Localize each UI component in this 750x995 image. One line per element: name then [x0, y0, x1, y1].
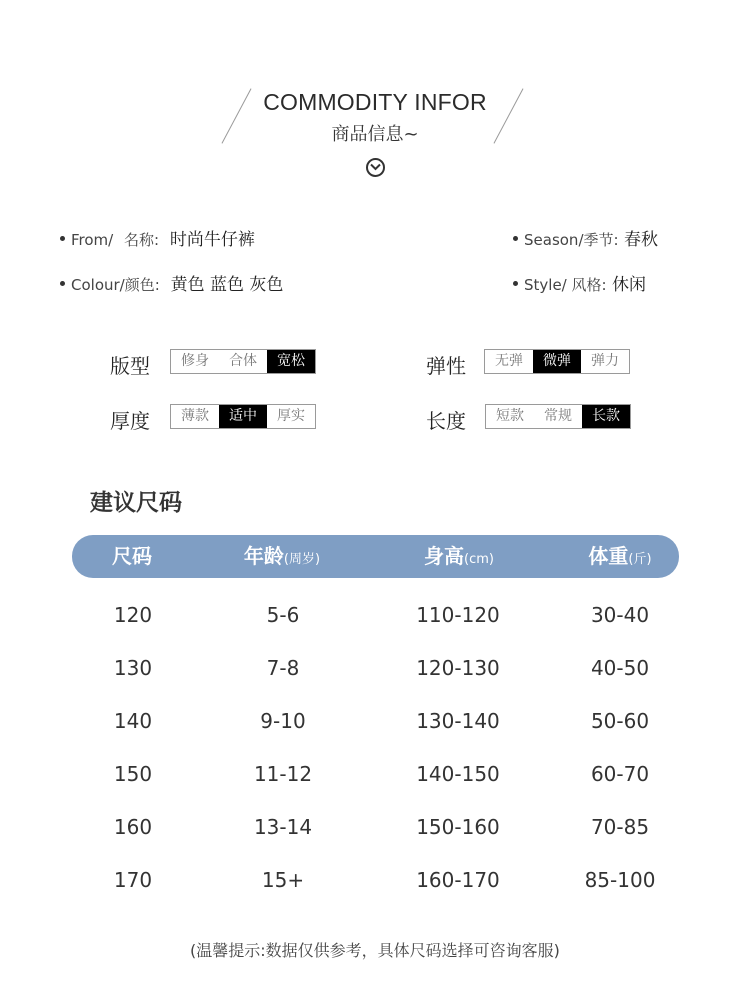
table-cell: 170	[113, 868, 153, 892]
table-cell: 150-160	[416, 815, 500, 839]
attr-option: 厚实	[277, 408, 305, 424]
table-cell: 85-100	[584, 868, 656, 892]
attr-option: 薄款	[181, 408, 209, 424]
table-cell: 130-140	[416, 709, 500, 733]
table-cell: 150	[113, 762, 153, 786]
chevron-down-circle-icon	[366, 158, 385, 177]
bullet-icon	[60, 281, 65, 286]
table-row	[0, 603, 750, 633]
size-table-header	[72, 535, 679, 578]
table-cell: 11-12	[253, 762, 313, 786]
attr-options-length	[485, 404, 631, 429]
table-cell: 160-170	[416, 868, 500, 892]
table-cell: 7-8	[266, 656, 300, 680]
table-row	[0, 656, 750, 686]
table-cell: 15+	[261, 868, 305, 892]
attr-label-fit: 版型	[110, 354, 150, 378]
attr-option: 适中	[219, 405, 267, 428]
info-from-label: 名称:	[124, 231, 160, 249]
bullet-icon	[513, 281, 518, 286]
header-size-label: 尺码	[112, 544, 152, 568]
attr-options-thickness	[170, 404, 316, 429]
header-weight-label: 体重	[588, 544, 629, 568]
table-cell: 160	[113, 815, 153, 839]
section-title-size: 建议尺码	[90, 490, 182, 516]
attr-label-length: 长度	[426, 409, 466, 433]
attr-option: 长款	[582, 405, 630, 428]
table-cell: 140	[113, 709, 153, 733]
info-colour-key: Colour/颜色:	[71, 276, 160, 294]
header-weight-unit: (斤)	[628, 552, 652, 567]
table-row	[0, 868, 750, 898]
attr-label-thickness: 厚度	[110, 409, 150, 433]
info-colour	[60, 270, 283, 295]
info-style	[513, 270, 646, 295]
title-chinese: 商品信息~	[331, 124, 419, 145]
info-season	[513, 225, 658, 250]
table-cell: 60-70	[590, 762, 650, 786]
header-age	[207, 535, 357, 578]
header-age-label: 年龄	[243, 544, 284, 568]
info-style-key: Style/ 风格:	[524, 276, 607, 294]
attr-option: 无弹	[495, 353, 523, 369]
header-size	[82, 535, 182, 578]
info-season-key: Season/季节:	[524, 231, 619, 249]
info-from-key: From/	[71, 231, 114, 249]
bullet-icon	[513, 236, 518, 241]
attr-option: 合体	[229, 353, 257, 369]
title-english: COMMODITY INFOR	[263, 89, 487, 115]
table-cell: 140-150	[416, 762, 500, 786]
table-cell: 5-6	[266, 603, 300, 627]
info-colour-value: 黄色 蓝色 灰色	[170, 275, 284, 295]
bullet-icon	[60, 236, 65, 241]
table-cell: 50-60	[590, 709, 650, 733]
table-cell: 30-40	[590, 603, 650, 627]
header-age-unit: (周岁)	[283, 552, 321, 567]
info-from-value: 时尚牛仔裤	[169, 230, 255, 250]
attr-option: 弹力	[591, 353, 619, 369]
table-cell: 40-50	[590, 656, 650, 680]
footnote: (温馨提示:数据仅供参考，具体尺码选择可咨询客服)	[190, 941, 560, 960]
header-height-label: 身高	[424, 544, 465, 568]
attr-option: 短款	[496, 408, 524, 424]
table-row	[0, 709, 750, 739]
header-height	[384, 535, 534, 578]
header-weight	[545, 535, 695, 578]
attr-options-elasticity	[484, 349, 630, 374]
attr-option: 修身	[181, 353, 209, 369]
table-cell: 120-130	[416, 656, 500, 680]
table-cell: 120	[113, 603, 153, 627]
attr-option: 常规	[544, 408, 572, 424]
table-cell: 9-10	[260, 709, 306, 733]
info-from	[60, 225, 255, 250]
header-height-unit: (cm)	[464, 552, 494, 567]
info-season-value: 春秋	[623, 230, 658, 250]
attr-options-fit	[170, 349, 316, 374]
attr-option: 宽松	[267, 350, 315, 373]
attr-option: 微弹	[533, 350, 581, 373]
attr-label-elasticity: 弹性	[426, 354, 466, 378]
table-cell: 110-120	[416, 603, 500, 627]
table-cell: 13-14	[253, 815, 313, 839]
info-style-value: 休闲	[611, 275, 646, 295]
table-row	[0, 762, 750, 792]
table-cell: 70-85	[590, 815, 650, 839]
table-row	[0, 815, 750, 845]
table-cell: 130	[113, 656, 153, 680]
